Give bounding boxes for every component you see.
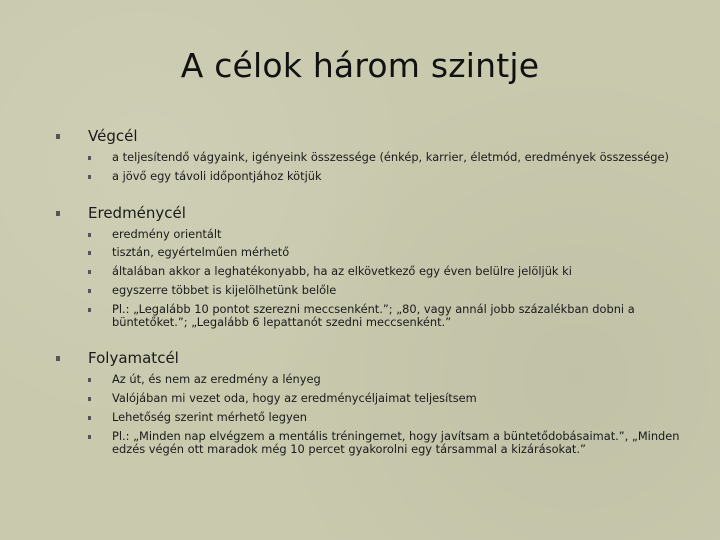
section-heading [54,126,694,146]
bullet-icon [88,233,91,237]
bullet-icon [56,134,60,139]
section-heading-text: Folyamatcél [88,349,179,368]
bullet-icon [88,378,91,382]
bullet-icon [88,251,91,255]
list-item-text: Lehetőség szerint mérhető legyen [112,409,307,424]
list-item [88,170,694,183]
list-item [88,411,694,424]
list-item-text: Pl.: „Minden nap elvégzem a mentális tréningemet, hogy javítsam a büntetődobásaimat.”, „Minden edzés végén ott maradok még 10 percet gyakorolni egy társammal a kizárásokat.” [112,428,680,456]
bullet-icon [88,435,91,439]
slide-title: A célok három szintje [180,46,540,85]
list-item-text: eredmény orientált [112,226,222,241]
list-item-text: Az út, és nem az eredmény a lényeg [112,372,321,387]
list-item [88,284,694,297]
list-item [88,392,694,405]
bullet-icon [88,308,91,312]
bullet-list [88,228,694,329]
section-vegcel [54,126,694,183]
bullet-icon [88,175,91,179]
list-item [88,151,694,164]
list-item [88,430,694,456]
section-heading-text: Végcél [88,127,138,145]
list-item-text: a jövő egy távoli időpontjához kötjük [112,168,322,183]
section-folyamatcel [54,348,694,455]
bullet-icon [88,270,91,274]
bullet-icon [56,211,60,216]
section-eredmenycel [54,203,694,329]
section-heading [54,348,694,368]
slide-content [54,126,694,455]
list-item [88,265,694,278]
bullet-icon [88,397,91,401]
list-item-text: Pl.: „Legalább 10 pontot szerezni meccsenként.”; „80, vagy annál jobb százalékban dobni a büntetőket.”; „Legalább 6 lepattanót szedni meccsenként.” [112,301,635,329]
list-item [88,246,694,259]
list-item [88,373,694,386]
list-item-text: Valójában mi vezet oda, hogy az eredménycéljaimat teljesítsem [112,391,477,406]
list-item [88,228,694,241]
list-item-text: általában akkor a leghatékonyabb, ha az elkövetkező egy éven belülre jelöljük ki [112,264,572,279]
list-item-text: a teljesítendő vágyaink, igényeink összessége (énkép, karrier, életmód, eredmények összessége) [112,150,669,164]
bullet-icon [88,289,91,293]
bullet-icon [56,356,60,361]
bullet-list [88,373,694,455]
bullet-list [88,151,694,183]
section-heading [54,203,694,223]
list-item [88,303,694,329]
section-heading-text: Eredménycél [88,203,186,222]
bullet-icon [88,416,91,420]
list-item-text: tisztán, egyértelműen mérhető [112,245,290,260]
bullet-icon [88,156,91,160]
list-item-text: egyszerre többet is kijelölhetünk belőle [112,282,337,297]
